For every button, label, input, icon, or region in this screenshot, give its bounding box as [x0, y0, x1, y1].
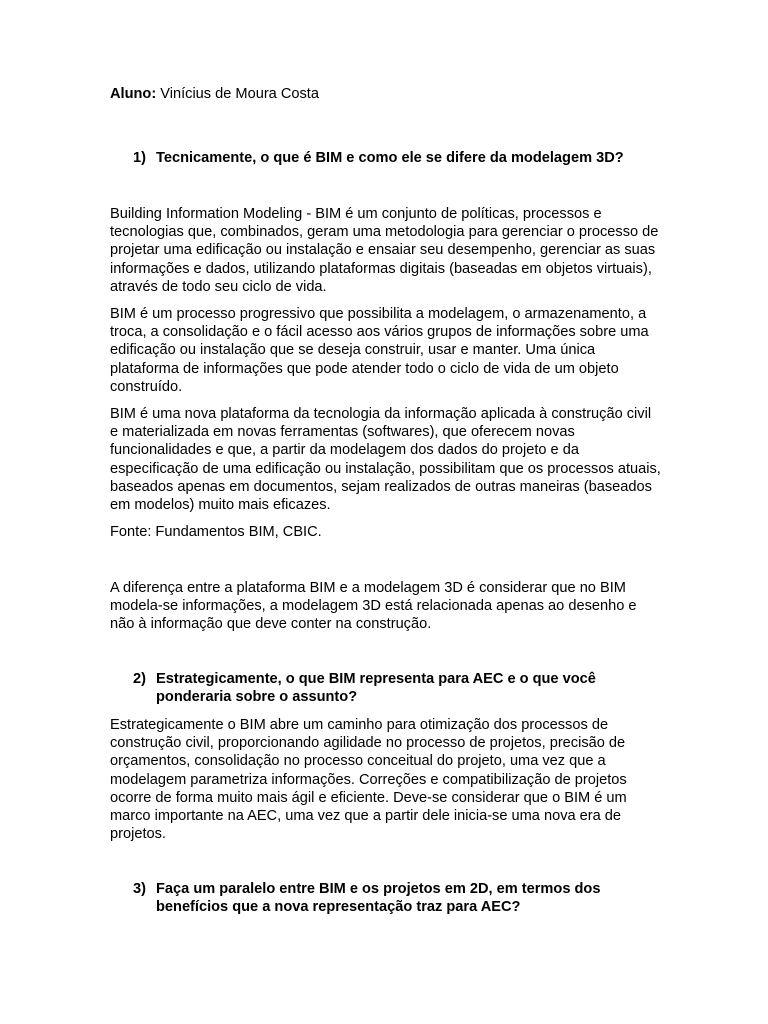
- question-text: Tecnicamente, o que é BIM e como ele se difere da modelagem 3D?: [156, 150, 624, 166]
- question-number: 2): [133, 671, 146, 687]
- student-name: Vinícius de Moura Costa: [156, 86, 319, 102]
- question-text: Faça um paralelo entre BIM e os projetos em 2D, em termos dos benefícios que a nova representação traz para AEC?: [156, 881, 601, 916]
- answer-paragraph-4: A diferença entre a plataforma BIM e a modelagem 3D é considerar que no BIM modela-se informações, a modelagem 3D está relacionada apenas ao desenho e não à informação que deve conter na construção.: [110, 580, 637, 633]
- question-number: 1): [133, 150, 146, 166]
- source-citation: Fonte: Fundamentos BIM, CBIC.: [110, 524, 322, 540]
- question-number: 3): [133, 881, 146, 897]
- student-label: Aluno:: [110, 86, 157, 102]
- student-line: [110, 85, 662, 103]
- question-2: [133, 670, 673, 706]
- answer-paragraph-5: Estrategicamente o BIM abre um caminho para otimização dos processos de construção civil, proporcionando agilidade no processo de projetos, precisão de orçamentos, consolidação no processo conceitual do projeto, uma vez que a modelagem parametriza informações. Correções e compatibilização de projetos ocorre de forma muito mais ágil e eficiente. Deve-se considerar que o BIM é um marco importante na AEC, uma vez que a partir dele inicia-se uma nova era de projetos.: [110, 717, 627, 843]
- question-3: [133, 880, 673, 916]
- question-1: [133, 149, 673, 167]
- answer-paragraph-1: Building Information Modeling - BIM é um conjunto de políticas, processos e tecnologias que, combinados, geram uma metodologia para gerenciar o processo de projetar uma edificação ou instalação e ensaiar seu desempenho, gerenciar as suas informações e dados, utilizando plataformas digitais (baseadas em objetos virtuais), através de todo seu ciclo de vida.: [110, 206, 659, 295]
- answer-paragraph-3: BIM é uma nova plataforma da tecnologia da informação aplicada à construção civil e materializada em novas ferramentas (softwares), que oferecem novas funcionalidades e que, a partir da modelagem dos dados do projeto e da especificação de uma edificação ou instalação, possibilitam que os processos atuais, baseados apenas em documentos, sejam realizados de outras maneiras (baseados em modelos) muito mais eficazes.: [110, 406, 661, 514]
- question-text: Estrategicamente, o que BIM representa para AEC e o que você ponderaria sobre o assunto?: [156, 671, 596, 706]
- answer-paragraph-2: BIM é um processo progressivo que possibilita a modelagem, o armazenamento, a troca, a consolidação e o fácil acesso aos vários grupos de informações sobre uma edificação ou instalação que se deseja construir, usar e manter. Uma única plataforma de informações que pode atender todo o ciclo de vida de um objeto construído.: [110, 306, 649, 395]
